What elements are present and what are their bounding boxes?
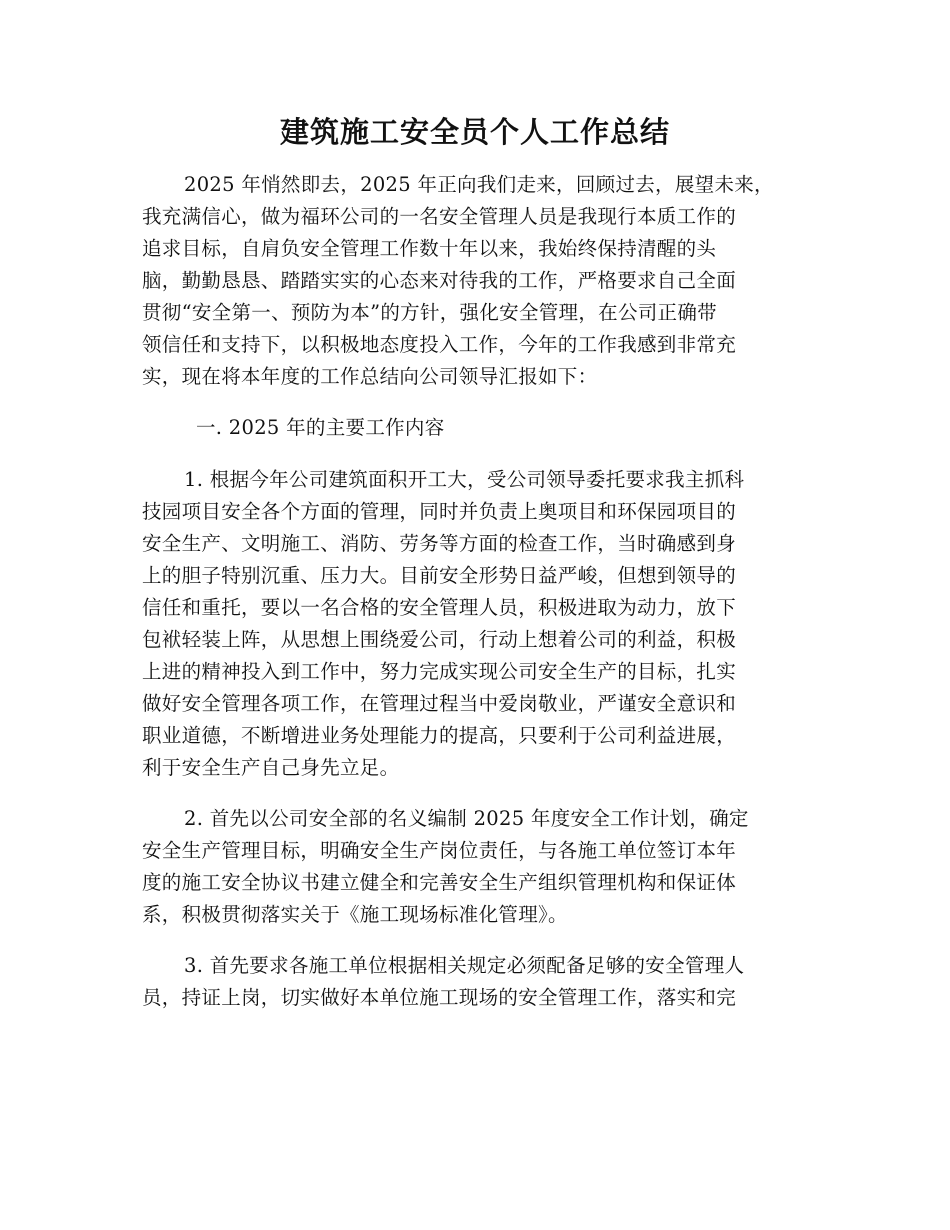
paragraph-line: 贯彻“安全第一、预防为本”的方针，强化安全管理，在公司正确带 [142, 301, 717, 324]
paragraph-line: 包袱轻装上阵，从思想上围绕爱公司，行动上想着公司的利益，积极 [142, 628, 737, 651]
paragraph-line: 安全生产、文明施工、消防、劳务等方面的检查工作，当时确感到身 [142, 532, 737, 555]
paragraph-line: 技园项目安全各个方面的管理，同时并负责上奥项目和环保园项目的 [142, 500, 737, 523]
paragraph-line: 利于安全生产自己身先立足。 [142, 756, 400, 779]
paragraph-line: 安全生产管理目标，明确安全生产岗位责任，与各施工单位签订本年 [142, 839, 737, 862]
paragraph-line: 脑，勤勤恳恳、踏踏实实的心态来对待我的工作，严格要求自己全面 [142, 269, 737, 292]
paragraph-line: 2. 首先以公司安全部的名义编制 2025 年度安全工作计划，确定 [184, 807, 749, 830]
section-heading: 一. 2025 年的主要工作内容 [196, 416, 445, 439]
paragraph-line: 领信任和支持下，以积极地态度投入工作，今年的工作我感到非常充 [142, 333, 737, 356]
paragraph-line: 我充满信心，做为福环公司的一名安全管理人员是我现行本质工作的 [142, 205, 737, 228]
paragraph-line: 信任和重托，要以一名合格的安全管理人员，积极进取为动力，放下 [142, 596, 737, 619]
paragraph-line: 2025 年悄然即去，2025 年正向我们走来，回顾过去，展望未来， [184, 173, 774, 196]
paragraph-line: 实，现在将本年度的工作总结向公司领导汇报如下： [142, 365, 598, 388]
paragraph-line: 3. 首先要求各施工单位根据相关规定必须配备足够的安全管理人 [184, 954, 745, 977]
document-title: 建筑施工安全员个人工作总结 [279, 115, 670, 149]
paragraph-line: 员，持证上岗，切实做好本单位施工现场的安全管理工作，落实和完 [142, 986, 737, 1009]
paragraph-line: 职业道德，不断增进业务处理能力的提高，只要利于公司利益进展， [142, 724, 737, 747]
paragraph-line: 系，积极贯彻落实关于《施工现场标准化管理》。 [142, 903, 568, 926]
paragraph-line: 1. 根据今年公司建筑面积开工大，受公司领导委托要求我主抓科 [184, 468, 745, 491]
paragraph-line: 上的胆子特别沉重、压力大。目前安全形势日益严峻，但想到领导的 [142, 564, 737, 587]
paragraph-line: 上进的精神投入到工作中，努力完成实现公司安全生产的目标，扎实 [142, 660, 737, 683]
paragraph-line: 做好安全管理各项工作，在管理过程当中爱岗敬业，严谨安全意识和 [142, 692, 737, 715]
paragraph-line: 度的施工安全协议书建立健全和完善安全生产组织管理机构和保证体 [142, 871, 737, 894]
paragraph-line: 追求目标，自肩负安全管理工作数十年以来，我始终保持清醒的头 [142, 237, 717, 260]
